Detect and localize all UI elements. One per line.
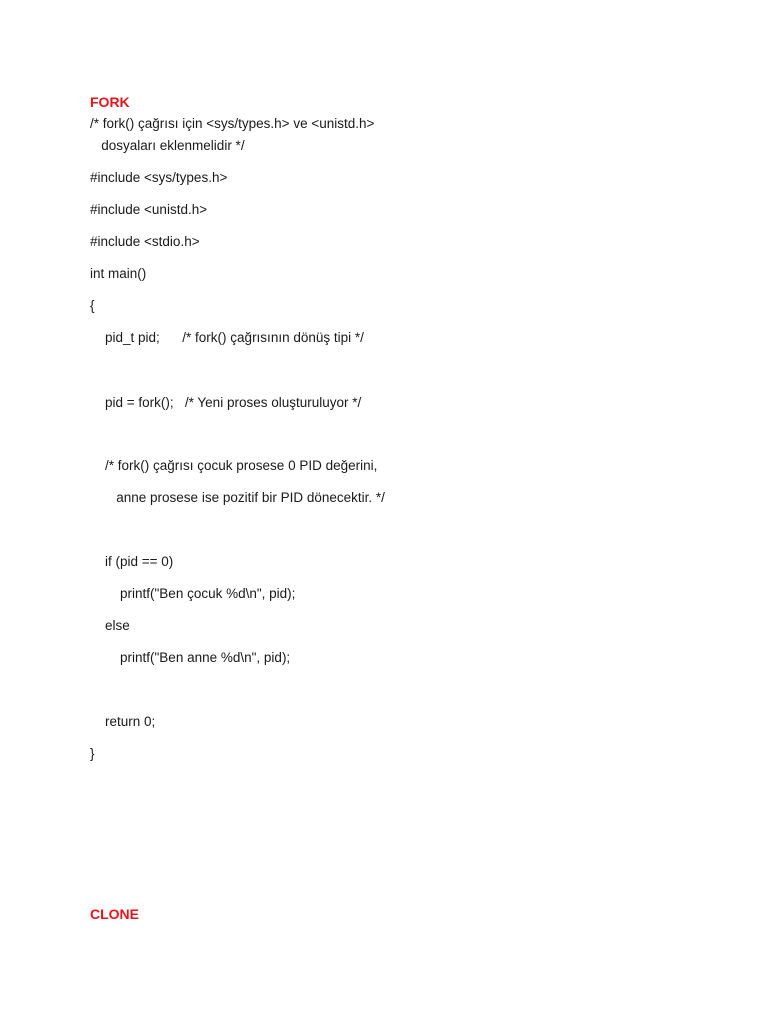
code-line: return 0; xyxy=(90,714,156,729)
code-line: /* fork() çağrısı çocuk prosese 0 PID değerini, xyxy=(90,458,378,473)
code-line: printf("Ben çocuk %d\n", pid); xyxy=(90,586,296,601)
code-line: #include <stdio.h> xyxy=(90,234,200,249)
code-line: { xyxy=(90,298,95,313)
code-line: dosyaları eklenmelidir */ xyxy=(90,138,245,153)
heading-clone: CLONE xyxy=(90,906,139,922)
code-line: pid_t pid; /* fork() çağrısının dönüş tipi */ xyxy=(90,330,364,345)
code-line: int main() xyxy=(90,266,147,281)
code-line: printf("Ben anne %d\n", pid); xyxy=(90,650,291,665)
code-line: } xyxy=(90,746,95,761)
code-line: else xyxy=(90,618,130,633)
code-line: /* fork() çağrısı için <sys/types.h> ve <unistd.h> xyxy=(90,116,375,131)
code-line: if (pid == 0) xyxy=(90,554,174,569)
code-line: anne prosese ise pozitif bir PID dönecektir. */ xyxy=(90,490,385,505)
code-line: #include <unistd.h> xyxy=(90,202,208,217)
heading-fork: FORK xyxy=(90,94,130,110)
code-line: pid = fork(); /* Yeni proses oluşturuluyor */ xyxy=(90,395,362,410)
code-line: #include <sys/types.h> xyxy=(90,170,228,185)
